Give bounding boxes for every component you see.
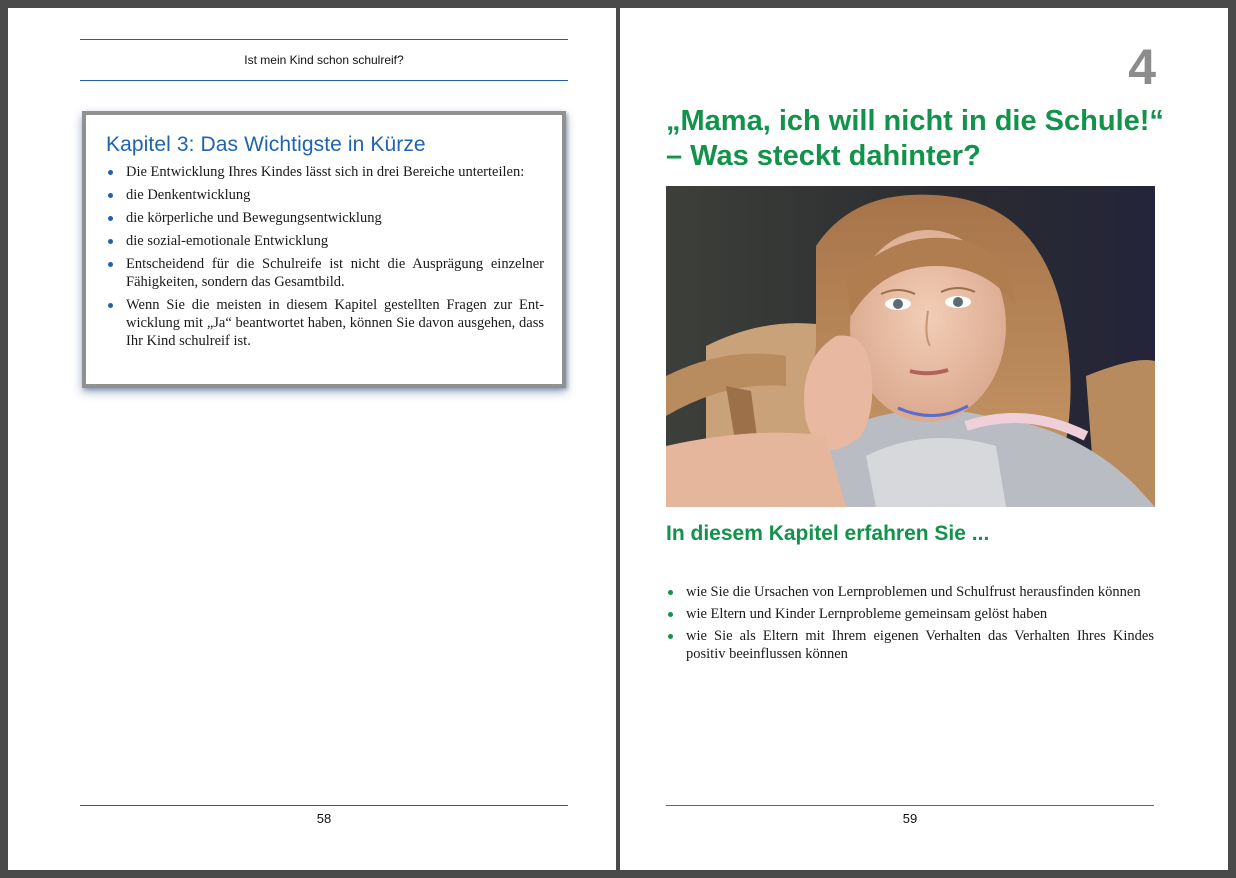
bullet-icon (108, 303, 113, 308)
chapter-title: „Mama, ich will nicht in die Schule!“ – Was steckt dahinter? (666, 105, 1164, 172)
footer-rule (666, 805, 1154, 806)
left-page (8, 8, 616, 870)
list-item: Die Entwicklung Ihres Kindes lässt sich in drei Bereiche unterteilen: (106, 163, 544, 181)
summary-box (82, 111, 566, 388)
page-number: 58 (316, 811, 332, 826)
list-item: die Denkentwicklung (106, 186, 544, 204)
bullet-icon (108, 170, 113, 175)
summary-title: Kapitel 3: Das Wichtigste in Kürze (106, 133, 426, 156)
list-item: wie Sie als Eltern mit Ihrem eigenen Verhalten das Verhalten Ihres Kindes positiv beeinflussen können (666, 627, 1154, 663)
bullet-icon (108, 216, 113, 221)
bullet-icon (668, 590, 673, 595)
summary-list (106, 163, 544, 350)
footer-rule (80, 805, 568, 806)
list-item: Wenn Sie die meisten in diesem Kapitel gestellten Fragen zur Ent-wicklung mit „Ja“ beantwortet haben, können Sie davon ausgehen, dass Ihr Kind schulreif ist. (106, 296, 544, 350)
bullet-icon (108, 239, 113, 244)
subheading: In diesem Kapitel erfahren Sie ... (666, 522, 990, 545)
page-number: 59 (902, 811, 918, 826)
bullet-icon (108, 193, 113, 198)
list-item: die sozial-emotionale Entwicklung (106, 232, 544, 250)
bullet-icon (668, 634, 673, 639)
chapter-photo (666, 186, 1155, 507)
child-portrait-image (666, 186, 1155, 507)
right-page (620, 8, 1228, 870)
bullet-icon (668, 612, 673, 617)
running-head: Ist mein Kind schon schulreif? (80, 39, 568, 81)
list-item: die körperliche und Bewegungsentwicklung (106, 209, 544, 227)
list-item: Entscheidend für die Schulreife ist nicht die Ausprägung einzelner Fähigkeiten, sondern das Gesamtbild. (106, 255, 544, 291)
list-item: wie Sie die Ursachen von Lernproblemen und Schulfrust herausfinden können (666, 583, 1154, 601)
chapter-number: 4 (1128, 39, 1156, 95)
bullet-icon (108, 262, 113, 267)
list-item: wie Eltern und Kinder Lernprobleme gemeinsam gelöst haben (666, 605, 1154, 623)
intro-list (666, 583, 1154, 667)
